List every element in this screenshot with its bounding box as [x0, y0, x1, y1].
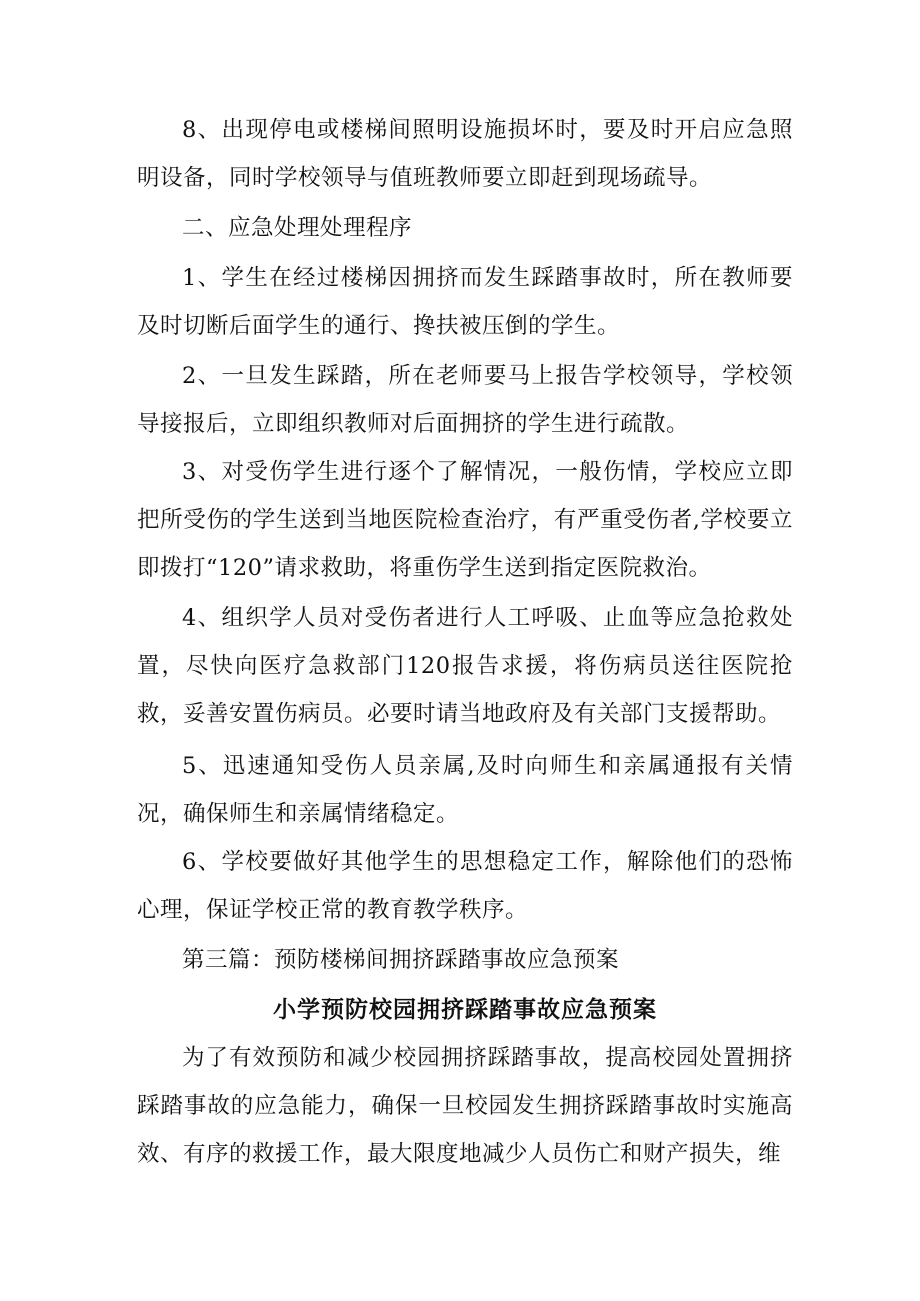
paragraph-step-5: 5、迅速通知受伤人员亲属,及时向师生和亲属通报有关情况，确保师生和亲属情绪稳定。 — [137, 753, 793, 827]
paragraph-item-8: 8、出现停电或楼梯间照明设施损坏时，要及时开启应急照明设备，同时学校领导与值班教师要立即赶到现场疏导。 — [137, 117, 793, 191]
paragraph-step-4: 4、组织学人员对受伤者进行人工呼吸、止血等应急抢救处置，尽快向医疗急救部门120报告求援，将伤病员送往医院抢救，妥善安置伤病员。必要时请当地政府及有关部门支援帮助。 — [137, 605, 793, 727]
intro-paragraph: 为了有效预防和减少校园拥挤踩踏事故，提高校园处置拥挤踩踏事故的应急能力，确保一旦校园发生拥挤踩踏事故时实施高效、有序的救援工作，最大限度地减少人员伤亡和财产损失，维 — [137, 1045, 793, 1167]
section-heading-emergency-procedure: 二、应急处理处理程序 — [182, 215, 413, 241]
paragraph-step-6: 6、学校要做好其他学生的思想稳定工作，解除他们的恐怖心理，保证学校正常的教育教学秩序。 — [137, 849, 793, 923]
paragraph-step-1: 1、学生在经过楼梯因拥挤而发生踩踏事故时，所在教师要及时切断后面学生的通行、搀扶被压倒的学生。 — [137, 265, 793, 339]
part-three-heading: 第三篇：预防楼梯间拥挤踩踏事故应急预案 — [182, 947, 620, 973]
paragraph-step-2: 2、一旦发生踩踏，所在老师要马上报告学校领导，学校领导接报后，立即组织教师对后面拥挤的学生进行疏散。 — [137, 363, 793, 437]
document-title: 小学预防校园拥挤踩踏事故应急预案 — [273, 997, 657, 1023]
paragraph-step-3: 3、对受伤学生进行逐个了解情况，一般伤情，学校应立即把所受伤的学生送到当地医院检查治疗，有严重受伤者,学校要立即拨打“120”请求救助，将重伤学生送到指定医院救治。 — [137, 459, 793, 581]
